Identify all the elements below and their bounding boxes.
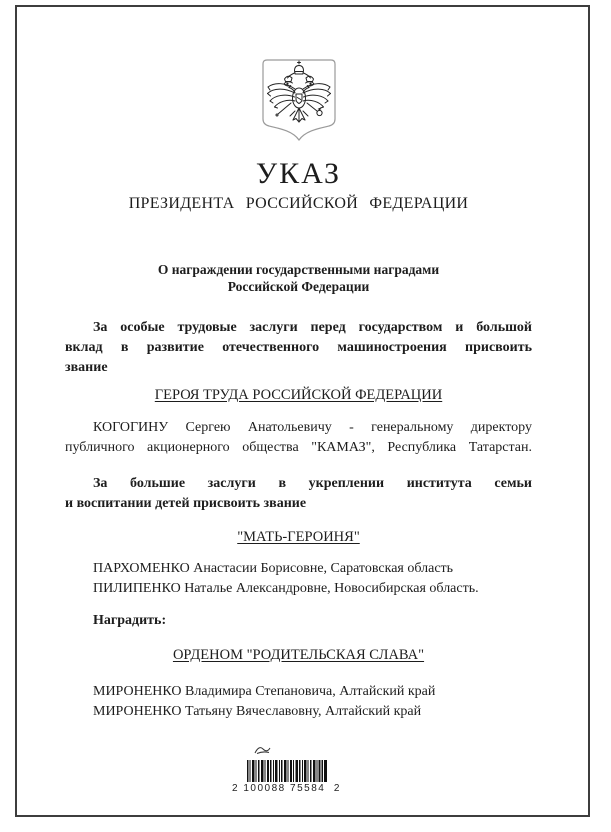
recipient-line: МИРОНЕНКО Татьяну Вячеславовну, Алтайский край (93, 704, 422, 719)
signature-mark-icon (253, 744, 275, 755)
barcode-digits: 2 100088 75584 2 (232, 783, 341, 794)
paragraph-line: За особые трудовые заслуги перед государством и большой (93, 320, 532, 335)
recipient-line: ПИЛИПЕНКО Наталье Александровне, Новосибирская область. (93, 581, 479, 596)
paragraph-mother-heroine-intro (65, 474, 532, 514)
decree-subtitle: ПРЕЗИДЕНТА РОССИЙСКОЙ ФЕДЕРАЦИИ (128, 195, 469, 212)
decree-title: УКАЗ (255, 157, 342, 190)
paragraph-hero-of-labor-recipient (65, 418, 532, 458)
paragraph-hero-of-labor-intro (65, 318, 532, 378)
paragraph-line: и воспитании детей присвоить звание (65, 496, 307, 511)
mother-heroine-recipients (65, 559, 532, 599)
russian-coat-of-arms-icon (260, 58, 338, 144)
paragraph-line: За большие заслуги в укреплении института семьи (93, 476, 532, 491)
paragraph-line: КОГОГИНУ Сергею Анатольевичу - генеральному директору (93, 420, 532, 435)
page-border-frame (15, 5, 590, 817)
signature-mark-row (247, 742, 327, 760)
paragraph-line: звание (65, 360, 108, 375)
heading-order-parental-glory: ОРДЕНОМ "РОДИТЕЛЬСКАЯ СЛАВА" (172, 647, 425, 663)
barcode-block (53, 742, 520, 794)
award-intro: Наградить: (93, 613, 167, 628)
subject-line-2: Российской Федерации (227, 279, 370, 294)
paragraph-line: вклад в развитие отечественного машиностроения присвоить (65, 340, 532, 355)
parental-glory-recipients (65, 682, 532, 722)
subject-line-1: О награждении государственными наградами (157, 262, 440, 277)
emblem-container (65, 58, 532, 144)
recipient-line: ПАРХОМЕНКО Анастасии Борисовне, Саратовская область (93, 561, 454, 576)
heading-hero-of-labor: ГЕРОЯ ТРУДА РОССИЙСКОЙ ФЕДЕРАЦИИ (154, 387, 443, 403)
decree-subject (65, 261, 532, 295)
barcode-icon (247, 760, 327, 782)
heading-mother-heroine: "МАТЬ-ГЕРОИНЯ" (237, 529, 360, 545)
recipient-line: МИРОНЕНКО Владимира Степановича, Алтайский край (93, 684, 436, 699)
decree-page (17, 7, 588, 815)
paragraph-line: публичного акционерного общества "КАМАЗ", Республика Татарстан. (65, 440, 532, 455)
